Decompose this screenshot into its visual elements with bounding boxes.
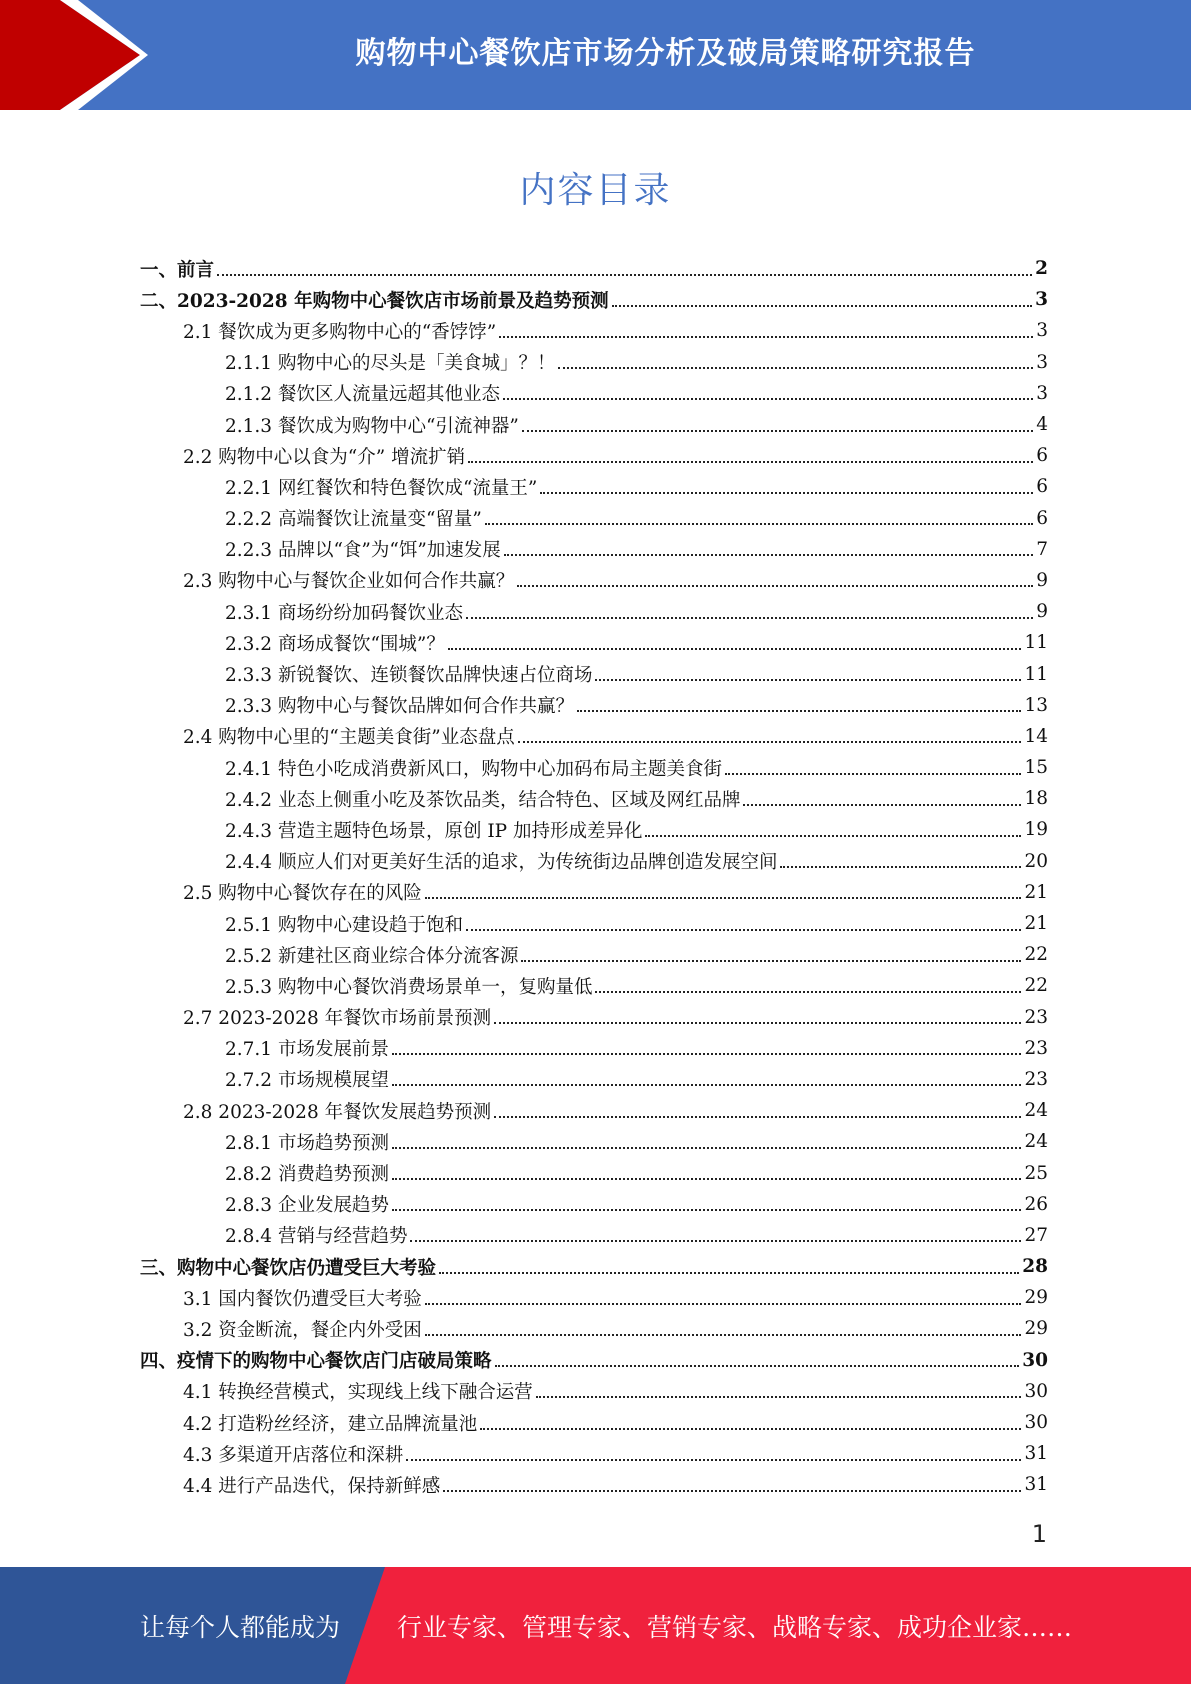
toc-entry[interactable] [140, 783, 1048, 814]
toc-entry-page: 3 [1036, 351, 1048, 373]
toc-dot-leader [540, 492, 1033, 494]
toc-entry-page: 9 [1036, 569, 1048, 591]
toc-entry-label: 2.3.3 购物中心与餐饮品牌如何合作共赢？ [225, 696, 574, 718]
toc-entry-label: 2.5.1 购物中心建设趋于饱和 [225, 914, 463, 936]
toc-dot-leader [480, 1428, 1021, 1430]
toc-entry[interactable] [140, 440, 1048, 471]
toc-entry-label: 3.2 资金断流，餐企内外受困 [183, 1319, 422, 1341]
toc-dot-leader [743, 804, 1021, 806]
toc-entry[interactable] [140, 1126, 1048, 1157]
toc-entry-page: 7 [1036, 538, 1048, 560]
toc-entry[interactable] [140, 1157, 1048, 1188]
toc-entry-page: 21 [1024, 913, 1048, 935]
toc-entry-label: 2.2.1 网红餐饮和特色餐饮成“流量王” [225, 477, 538, 499]
toc-entry-page: 23 [1024, 1006, 1048, 1028]
footer-slogan-right: 行业专家、管理专家、营销专家、战略专家、成功企业家…… [397, 1612, 1073, 1642]
toc-entry-label: 2.1.1 购物中心的尽头是「美食城」？！ [225, 353, 556, 375]
toc-dot-leader [392, 1209, 1021, 1211]
toc-entry-label: 2.8 2023-2028 年餐饮发展趋势预测 [183, 1101, 492, 1123]
toc-entry-label: 2.7 2023-2028 年餐饮市场前景预测 [183, 1008, 492, 1030]
page-footer [0, 1567, 1191, 1684]
toc-dot-leader [495, 1365, 1020, 1367]
toc-entry[interactable] [140, 409, 1048, 440]
toc-dot-leader [521, 960, 1021, 962]
toc-entry-label: 2.4.4 顺应人们对更美好生活的追求，为传统街边品牌创造发展空间 [225, 852, 778, 874]
toc-dot-leader [406, 1459, 1021, 1461]
toc-entry-label: 2.3.2 商场成餐饮“围城”？ [225, 633, 445, 655]
toc-entry[interactable] [140, 471, 1048, 502]
toc-entry-label: 2.2.3 品牌以“食”为“饵”加速发展 [225, 540, 501, 562]
toc-dot-leader [518, 741, 1022, 743]
toc-entry-page: 20 [1024, 850, 1048, 872]
toc-entry-page: 4 [1036, 414, 1048, 436]
toc-entry[interactable] [140, 1095, 1048, 1126]
toc-dot-leader [494, 1022, 1021, 1024]
toc-entry-label: 2.4.3 营造主题特色场景，原创 IP 加持形成差异化 [225, 820, 643, 842]
toc-entry[interactable] [140, 814, 1048, 845]
toc-dot-leader [485, 523, 1033, 525]
toc-entry-label: 四、疫情下的购物中心餐饮店门店破局策略 [140, 1351, 492, 1373]
toc-dot-leader [558, 367, 1033, 369]
toc-entry-label: 一、前言 [140, 259, 215, 281]
toc-title: 内容目录 [519, 170, 672, 211]
toc-entry-label: 2.7.2 市场规模展望 [225, 1070, 389, 1092]
toc-entry[interactable] [140, 1313, 1048, 1344]
toc-entry-page: 3 [1036, 320, 1048, 342]
toc-entry-page: 19 [1024, 819, 1048, 841]
toc-dot-leader [392, 1178, 1021, 1180]
toc-entry[interactable] [140, 1251, 1048, 1282]
toc-entry-label: 2.1.2 餐饮区人流量远超其他业态 [225, 384, 500, 406]
toc-entry-page: 15 [1024, 757, 1048, 779]
toc-entry[interactable] [140, 1345, 1048, 1376]
toc-entry-page: 30 [1024, 1380, 1048, 1402]
toc-entry-page: 13 [1024, 694, 1048, 716]
toc-entry-page: 3 [1035, 289, 1048, 311]
toc-entry-page: 6 [1036, 507, 1048, 529]
toc-entry-label: 2.5.2 新建社区商业综合体分流客源 [225, 945, 519, 967]
toc-dot-leader [439, 1272, 1019, 1274]
toc-entry-label: 2.1 餐饮成为更多购物中心的“香饽饽” [183, 321, 497, 343]
toc-entry-label: 4.4 进行产品迭代，保持新鲜感 [183, 1475, 441, 1497]
toc-entry[interactable] [140, 534, 1048, 565]
toc-entry[interactable] [140, 565, 1048, 596]
toc-entry[interactable] [140, 658, 1048, 689]
toc-entry-page: 28 [1022, 1256, 1048, 1278]
toc-entry-page: 31 [1024, 1474, 1048, 1496]
toc-entry-page: 6 [1036, 476, 1048, 498]
toc-entry[interactable] [140, 1033, 1048, 1064]
toc-entry-label: 2.2 购物中心以食为“介” 增流扩销 [183, 446, 466, 468]
toc-entry-page: 2 [1035, 258, 1048, 280]
toc-entry[interactable] [140, 1438, 1048, 1469]
toc-dot-leader [392, 1147, 1021, 1149]
toc-entry[interactable] [140, 908, 1048, 939]
toc-entry[interactable] [140, 1376, 1048, 1407]
toc-entry[interactable] [140, 846, 1048, 877]
toc-entry-label: 2.3.3 新锐餐饮、连锁餐饮品牌快速占位商场 [225, 665, 593, 687]
toc-entry-page: 6 [1036, 445, 1048, 467]
footer-slogan-left: 让每个人都能成为 [140, 1612, 341, 1642]
report-title: 购物中心餐饮店市场分析及破局策略研究报告 [355, 36, 976, 71]
toc-entry-label: 2.5.3 购物中心餐饮消费场景单一，复购量低 [225, 976, 593, 998]
toc-dot-leader [466, 929, 1021, 931]
toc-entry-page: 30 [1022, 1349, 1048, 1371]
toc-entry-label: 3.1 国内餐饮仍遭受巨大考验 [183, 1288, 422, 1310]
toc-dot-leader [503, 398, 1033, 400]
toc-entry-page: 21 [1024, 881, 1048, 903]
toc-dot-leader [522, 430, 1033, 432]
toc-dot-leader [780, 866, 1021, 868]
toc-entry-label: 2.1.3 餐饮成为购物中心“引流神器” [225, 415, 519, 437]
toc-entry[interactable] [140, 284, 1048, 315]
toc-entry[interactable] [140, 939, 1048, 970]
toc-entry[interactable] [140, 315, 1048, 346]
toc-entry[interactable] [140, 970, 1048, 1001]
toc-dot-leader [645, 835, 1021, 837]
toc-entry-page: 26 [1024, 1193, 1048, 1215]
toc-entry-page: 22 [1024, 944, 1048, 966]
toc-entry-label: 2.3 购物中心与餐饮企业如何合作共赢？ [183, 571, 515, 593]
toc-entry-label: 4.2 打造粉丝经济，建立品牌流量池 [183, 1413, 478, 1435]
toc-entry-page: 3 [1036, 382, 1048, 404]
toc-entry[interactable] [140, 1407, 1048, 1438]
toc-dot-leader [425, 1334, 1022, 1336]
toc-entry-page: 25 [1024, 1162, 1048, 1184]
toc-dot-leader [612, 305, 1033, 307]
toc-entry-page: 11 [1024, 632, 1048, 654]
toc-dot-leader [536, 1396, 1022, 1398]
toc-entry[interactable] [140, 627, 1048, 658]
toc-dot-leader [504, 554, 1033, 556]
toc-entry-page: 14 [1024, 725, 1048, 747]
toc-entry-page: 24 [1024, 1100, 1048, 1122]
page-header [0, 0, 1191, 110]
toc-entry[interactable] [140, 596, 1048, 627]
toc-dot-leader [217, 274, 1032, 276]
toc-dot-leader [595, 991, 1021, 993]
toc-entry-page: 27 [1024, 1224, 1048, 1246]
toc-entry-label: 2.7.1 市场发展前景 [225, 1039, 389, 1061]
toc-entry-page: 11 [1024, 663, 1048, 685]
toc-entry-label: 4.1 转换经营模式，实现线上线下融合运营 [183, 1382, 533, 1404]
toc-entry[interactable] [140, 752, 1048, 783]
toc-entry[interactable] [140, 1469, 1048, 1500]
toc-entry[interactable] [140, 1002, 1048, 1033]
toc-dot-leader [392, 1084, 1021, 1086]
toc-dot-leader [595, 679, 1021, 681]
toc-entry-page: 30 [1024, 1412, 1048, 1434]
toc-dot-leader [448, 648, 1022, 650]
toc-dot-leader [466, 617, 1033, 619]
toc-dot-leader [410, 1240, 1021, 1242]
toc-entry-page: 31 [1024, 1443, 1048, 1465]
toc-entry-label: 2.8.1 市场趋势预测 [225, 1132, 389, 1154]
toc-entry-label: 2.3.1 商场纷纷加码餐饮业态 [225, 602, 463, 624]
toc-entry-page: 24 [1024, 1131, 1048, 1153]
toc-entry[interactable] [140, 721, 1048, 752]
toc-entry-label: 2.8.3 企业发展趋势 [225, 1195, 389, 1217]
toc-entry-page: 29 [1024, 1318, 1048, 1340]
toc-entry-label: 2.2.2 高端餐饮让流量变“留量” [225, 509, 482, 531]
toc-dot-leader [425, 897, 1022, 899]
toc-dot-leader [443, 1490, 1021, 1492]
toc-entry-label: 2.4 购物中心里的“主题美食街”业态盘点 [183, 727, 515, 749]
toc-entry-label: 三、购物中心餐饮店仍遭受巨大考验 [140, 1257, 437, 1279]
toc-entry-page: 23 [1024, 1068, 1048, 1090]
toc-entry[interactable] [140, 1282, 1048, 1313]
toc-entry-label: 2.8.4 营销与经营趋势 [225, 1226, 408, 1248]
toc-entry[interactable] [140, 1220, 1048, 1251]
table-of-contents [140, 253, 1048, 1501]
toc-dot-leader [577, 710, 1021, 712]
toc-entry[interactable] [140, 1189, 1048, 1220]
toc-entry[interactable] [140, 1064, 1048, 1095]
toc-entry-label: 2.5 购物中心餐饮存在的风险 [183, 883, 422, 905]
toc-dot-leader [392, 1053, 1021, 1055]
toc-entry[interactable] [140, 877, 1048, 908]
toc-entry-page: 22 [1024, 975, 1048, 997]
toc-entry-page: 29 [1024, 1287, 1048, 1309]
toc-entry-label: 2.4.1 特色小吃成消费新风口，购物中心加码布局主题美食街 [225, 758, 722, 780]
toc-entry[interactable] [140, 378, 1048, 409]
toc-dot-leader [725, 773, 1021, 775]
toc-dot-leader [425, 1303, 1022, 1305]
toc-entry[interactable] [140, 690, 1048, 721]
toc-entry[interactable] [140, 347, 1048, 378]
toc-entry-page: 9 [1036, 601, 1048, 623]
page-number: 1 [1031, 1520, 1047, 1548]
toc-entry[interactable] [140, 503, 1048, 534]
toc-entry-label: 2.4.2 业态上侧重小吃及茶饮品类，结合特色、区域及网红品牌 [225, 789, 741, 811]
toc-dot-leader [517, 585, 1033, 587]
toc-entry-label: 2.8.2 消费趋势预测 [225, 1164, 389, 1186]
toc-dot-leader [468, 461, 1033, 463]
toc-entry-page: 23 [1024, 1037, 1048, 1059]
toc-dot-leader [499, 336, 1033, 338]
toc-dot-leader [494, 1116, 1021, 1118]
toc-entry-page: 18 [1024, 788, 1048, 810]
toc-entry-label: 二、2023-2028 年购物中心餐饮店市场前景及趋势预测 [140, 290, 609, 312]
toc-entry[interactable] [140, 253, 1048, 284]
toc-entry-label: 4.3 多渠道开店落位和深耕 [183, 1444, 404, 1466]
